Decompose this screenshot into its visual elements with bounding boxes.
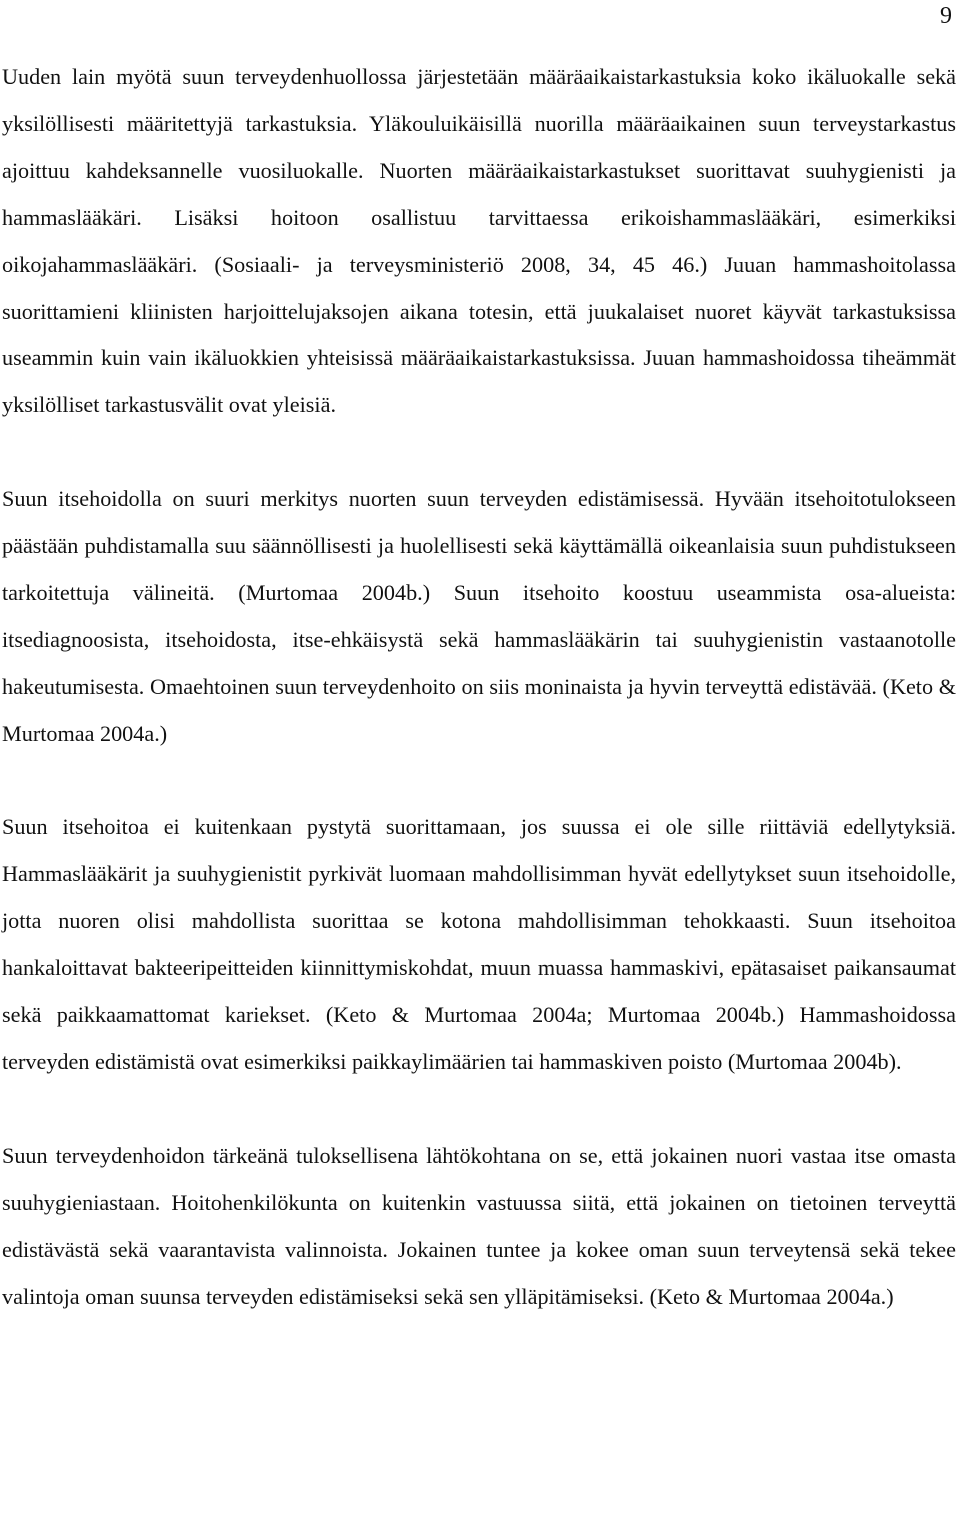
paragraph-4: Suun terveydenhoidon tärkeänä tuloksellisena lähtökohtana on se, että jokainen nuori vastaa itse omasta suuhygieniastaan. Hoitohenkilökunta on kuitenkin vastuussa siitä, että jokainen on tietoinen terveyttä edistävästä sekä vaarantavista valinnoista. Jokainen tuntee ja kokee oman suun terveytensä sekä tekee valintoja oman suunsa terveyden edistämiseksi sekä sen ylläpitämiseksi. (Keto & Murtomaa 2004a.) bbox=[2, 1142, 956, 1309]
paragraph-2: Suun itsehoidolla on suuri merkitys nuorten suun terveyden edistämisessä. Hyvään itsehoitotulokseen päästään puhdistamalla suu säännöllisesti ja huolellisesti sekä käyttämällä oikeanlaisia suun puhdistukseen tarkoitettuja välineitä. (Murtomaa 2004b.) Suun itsehoito koostuu useammista osa-alueista: itsediagnoosista, itsehoidosta, itse-ehkäisystä sekä hammaslääkärin tai suuhygienistin vastaanotolle hakeutumisesta. Omaehtoinen suun terveydenhoito on siis moninaista ja hyvin terveyttä edistävää. (Keto & Murtomaa 2004a.) bbox=[2, 486, 956, 746]
paragraph-3: Suun itsehoitoa ei kuitenkaan pystytä suorittamaan, jos suussa ei ole sille riittäviä edellytyksiä. Hammaslääkärit ja suuhygienistit pyrkivät luomaan mahdollisimman hyvät edellytykset suun itsehoidolle, jotta nuoren olisi mahdollista suorittaa se kotona mahdollisimman tehokkaasti. Suun itsehoitoa hankaloittavat bakteeripeitteiden kiinnittymiskohdat, muun muassa hammaskivi, epätasaiset paikansaumat sekä paikkaamattomat kariekset. (Keto & Murtomaa 2004a; Murtomaa 2004b.) Hammashoidossa terveyden edistämistä ovat esimerkiksi paikkaylimäärien tai hammaskiven poisto (Murtomaa 2004b). bbox=[2, 814, 956, 1074]
paragraph-1: Uuden lain myötä suun terveydenhuollossa järjestetään määräaikaistarkastuksia koko ikäluokalle sekä yksilöllisesti määritettyjä tarkastuksia. Yläkouluikäisillä nuorilla määräaikainen suun terveystarkastus ajoittuu kahdeksannelle vuosiluokalle. Nuorten määräaikaistarkastukset suorittavat suuhygienisti ja hammaslääkäri. Lisäksi hoitoon osallistuu tarvittaessa erikoishammaslääkäri, esimerkiksi oikojahammaslääkäri. (Sosiaali- ja terveysministeriö 2008, 34, 45 46.) Juuan hammashoitolassa suorittamieni kliinisten harjoittelujaksojen aikana totesin, että juukalaiset nuoret käyvät tarkastuksissa useammin kuin vain ikäluokkien yhteisissä määräaikaistarkastuksissa. Juuan hammashoidossa tiheämmät yksilölliset tarkastusvälit ovat yleisiä. bbox=[2, 64, 956, 418]
page-number: 9 bbox=[940, 3, 952, 29]
document-body bbox=[2, 54, 956, 1320]
